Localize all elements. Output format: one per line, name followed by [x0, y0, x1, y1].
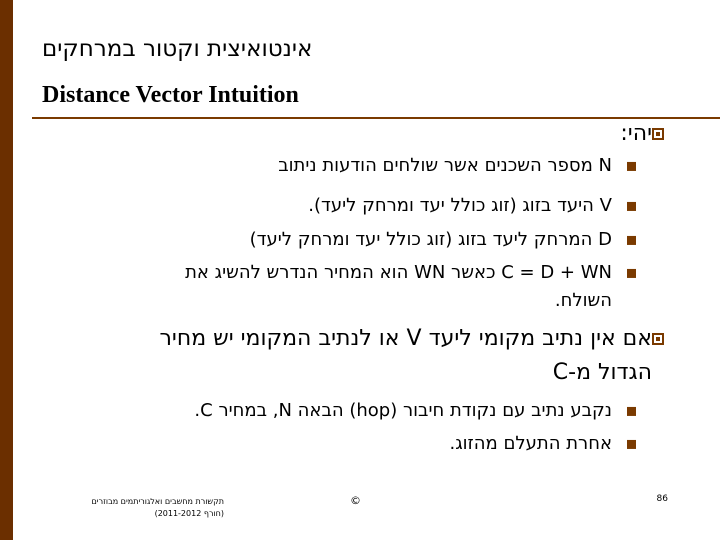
- sub-bullet-continuation: השולח.: [554, 290, 612, 311]
- bullet-let: [620, 121, 678, 146]
- footer-semester: (חורף 2011-2012): [154, 509, 224, 518]
- slide-title-english: Distance Vector Intuition: [42, 82, 299, 108]
- sub-bullet-text: נקבע נתיב עם נקודת חיבור (hop) הבאה N, במחיר C.: [194, 400, 612, 421]
- square-bullet-icon: [652, 128, 664, 140]
- sub-bullet: [308, 195, 612, 216]
- sub-bullet-text: V היעד בזוג (זוג כולל יעד ומרחק ליעד).: [308, 195, 612, 216]
- sub-bullet-text: אחרת התעלם מהזוג.: [449, 433, 612, 454]
- bullet-text: אם אין נתיב מקומי ליעד V או לנתיב המקומי יש מחיר: [159, 326, 652, 351]
- small-square-bullet-icon: [627, 439, 636, 448]
- left-accent-bar: [0, 0, 13, 540]
- slide-title-hebrew: אינטואיצית וקטור במרחקים: [42, 36, 313, 62]
- small-square-bullet-icon: [627, 268, 636, 277]
- sub-bullet: [449, 433, 612, 454]
- small-square-bullet-icon: [627, 235, 636, 244]
- small-square-bullet-icon: [627, 161, 636, 170]
- sub-bullet: [185, 262, 612, 283]
- footer-copyright: ©: [350, 494, 361, 507]
- sub-bullet: [250, 229, 612, 250]
- sub-bullet-text: D המרחק ליעד בזוג (זוג כולל יעד ומרחק ליעד): [249, 229, 612, 250]
- sub-bullet-text: N מספר השכנים אשר שולחים הודעות ניתוב: [278, 155, 612, 176]
- square-bullet-icon: [652, 333, 664, 345]
- title-divider: [32, 117, 720, 119]
- sub-bullet: [278, 155, 612, 176]
- footer-course: [44, 496, 224, 520]
- footer-course-name: תקשורת מחשבים ואלגוריתמים מבוזרים: [91, 497, 224, 506]
- bullet-condition: [159, 326, 678, 351]
- small-square-bullet-icon: [627, 201, 636, 210]
- small-square-bullet-icon: [627, 406, 636, 415]
- sub-bullet: [194, 400, 612, 421]
- bullet-continuation: הגדול מ-C: [552, 360, 652, 385]
- bullet-text: יהי:: [620, 121, 652, 146]
- page-number: 86: [656, 494, 668, 504]
- sub-bullet-text: C = D + WN כאשר WN הוא המחיר הנדרש להשיג את: [185, 262, 612, 283]
